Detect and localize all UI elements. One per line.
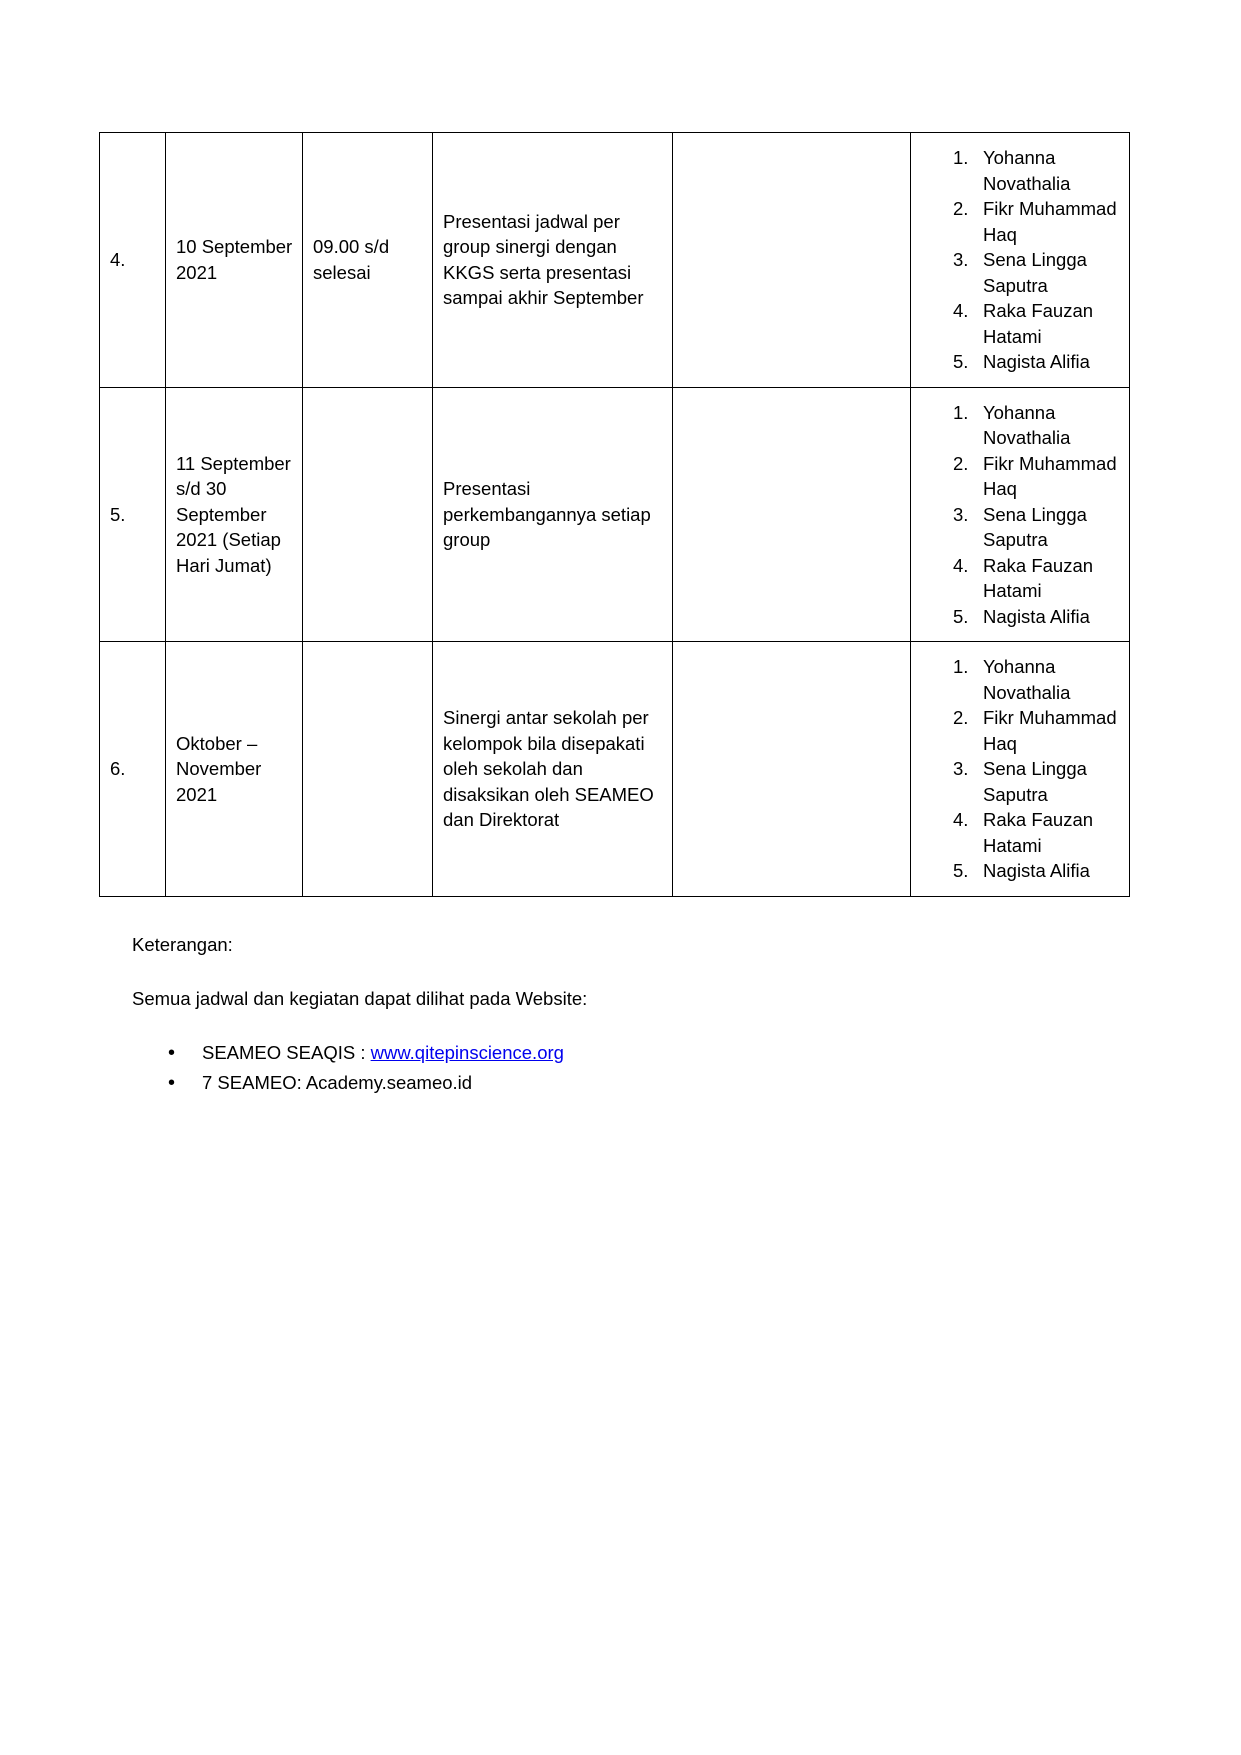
table-row xyxy=(100,642,1130,897)
pic-name: Nagista Alifia xyxy=(983,351,1090,373)
pic-name: Sena Lingga Saputra xyxy=(983,758,1087,805)
row-place-cell xyxy=(673,642,911,897)
list-item xyxy=(921,349,1120,375)
pic-name-list xyxy=(921,394,1120,636)
pic-name: Sena Lingga Saputra xyxy=(983,249,1087,296)
pic-name: Raka Fauzan Hatami xyxy=(983,554,1094,602)
row-place-cell xyxy=(673,133,911,388)
pic-name: Yohanna Novathalia xyxy=(983,147,1071,194)
list-item xyxy=(921,298,1120,349)
row-date-cell xyxy=(166,642,303,897)
list-item xyxy=(921,145,1120,196)
website-list xyxy=(132,1040,1032,1096)
row-time-cell xyxy=(303,387,433,642)
list-item xyxy=(921,553,1120,604)
list-item xyxy=(921,196,1120,247)
pic-name-list xyxy=(921,648,1120,890)
schedule-table xyxy=(99,132,1130,897)
notes-section xyxy=(132,932,1032,1100)
list-item xyxy=(921,400,1120,451)
row-activity: Presentasi perkembangannya setiap group xyxy=(443,478,651,551)
row-activity-cell xyxy=(433,387,673,642)
row-number: 5. xyxy=(110,503,126,525)
row-activity: Presentasi jadwal per group sinergi dengan KKGS serta presentasi sampai akhir September xyxy=(443,210,644,309)
pic-name-list xyxy=(921,139,1120,381)
pic-name: Yohanna Novathalia xyxy=(983,401,1071,449)
row-date-cell xyxy=(166,387,303,642)
list-item xyxy=(921,654,1120,705)
row-number: 6. xyxy=(110,758,126,780)
row-activity: Sinergi antar sekolah per kelompok bila disepakati oleh sekolah dan disaksikan oleh SEAMEO dan Direktorat xyxy=(443,707,654,831)
row-time: 09.00 s/d selesai xyxy=(313,236,390,283)
list-item xyxy=(132,1070,1032,1096)
row-number-cell xyxy=(100,642,166,897)
row-activity-cell xyxy=(433,642,673,897)
table-row xyxy=(100,133,1130,388)
row-place-cell xyxy=(673,387,911,642)
row-pic-cell xyxy=(911,642,1130,897)
row-date: 10 September 2021 xyxy=(176,236,293,283)
row-number: 4. xyxy=(110,249,126,271)
row-activity-cell xyxy=(433,133,673,388)
list-item xyxy=(921,502,1120,553)
pic-name: Fikr Muhammad Haq xyxy=(983,452,1117,500)
row-number-cell xyxy=(100,133,166,388)
notes-heading: Keterangan: xyxy=(132,934,233,955)
row-time-cell xyxy=(303,133,433,388)
table-row xyxy=(100,387,1130,642)
row-pic-cell xyxy=(911,387,1130,642)
list-item xyxy=(921,451,1120,502)
pic-name: Fikr Muhammad Haq xyxy=(983,198,1117,245)
pic-name: Sena Lingga Saputra xyxy=(983,503,1087,551)
list-item xyxy=(132,1040,1032,1066)
list-item xyxy=(921,756,1120,807)
pic-name: Raka Fauzan Hatami xyxy=(983,300,1094,347)
pic-name: Yohanna Novathalia xyxy=(983,656,1071,703)
notes-intro: Semua jadwal dan kegiatan dapat dilihat pada Website: xyxy=(132,987,588,1009)
row-date: 11 September s/d 30 September 2021 (Setiap Hari Jumat) xyxy=(176,452,291,576)
list-item xyxy=(921,807,1120,858)
list-item xyxy=(921,705,1120,756)
website-label: SEAMEO SEAQIS : xyxy=(202,1041,371,1063)
row-date-cell xyxy=(166,133,303,388)
pic-name: Nagista Alifia xyxy=(983,860,1090,882)
row-pic-cell xyxy=(911,133,1130,388)
row-number-cell xyxy=(100,387,166,642)
website-label: 7 SEAMEO: Academy.seameo.id xyxy=(202,1071,473,1093)
row-date: Oktober – November 2021 xyxy=(176,732,262,805)
seaqis-website-link[interactable]: www.qitepinscience.org xyxy=(370,1041,564,1063)
list-item xyxy=(921,858,1120,884)
pic-name: Raka Fauzan Hatami xyxy=(983,809,1094,856)
pic-name: Fikr Muhammad Haq xyxy=(983,707,1117,754)
list-item xyxy=(921,604,1120,630)
list-item xyxy=(921,247,1120,298)
pic-name: Nagista Alifia xyxy=(983,605,1090,627)
row-time-cell xyxy=(303,642,433,897)
schedule-table-body xyxy=(100,133,1130,897)
